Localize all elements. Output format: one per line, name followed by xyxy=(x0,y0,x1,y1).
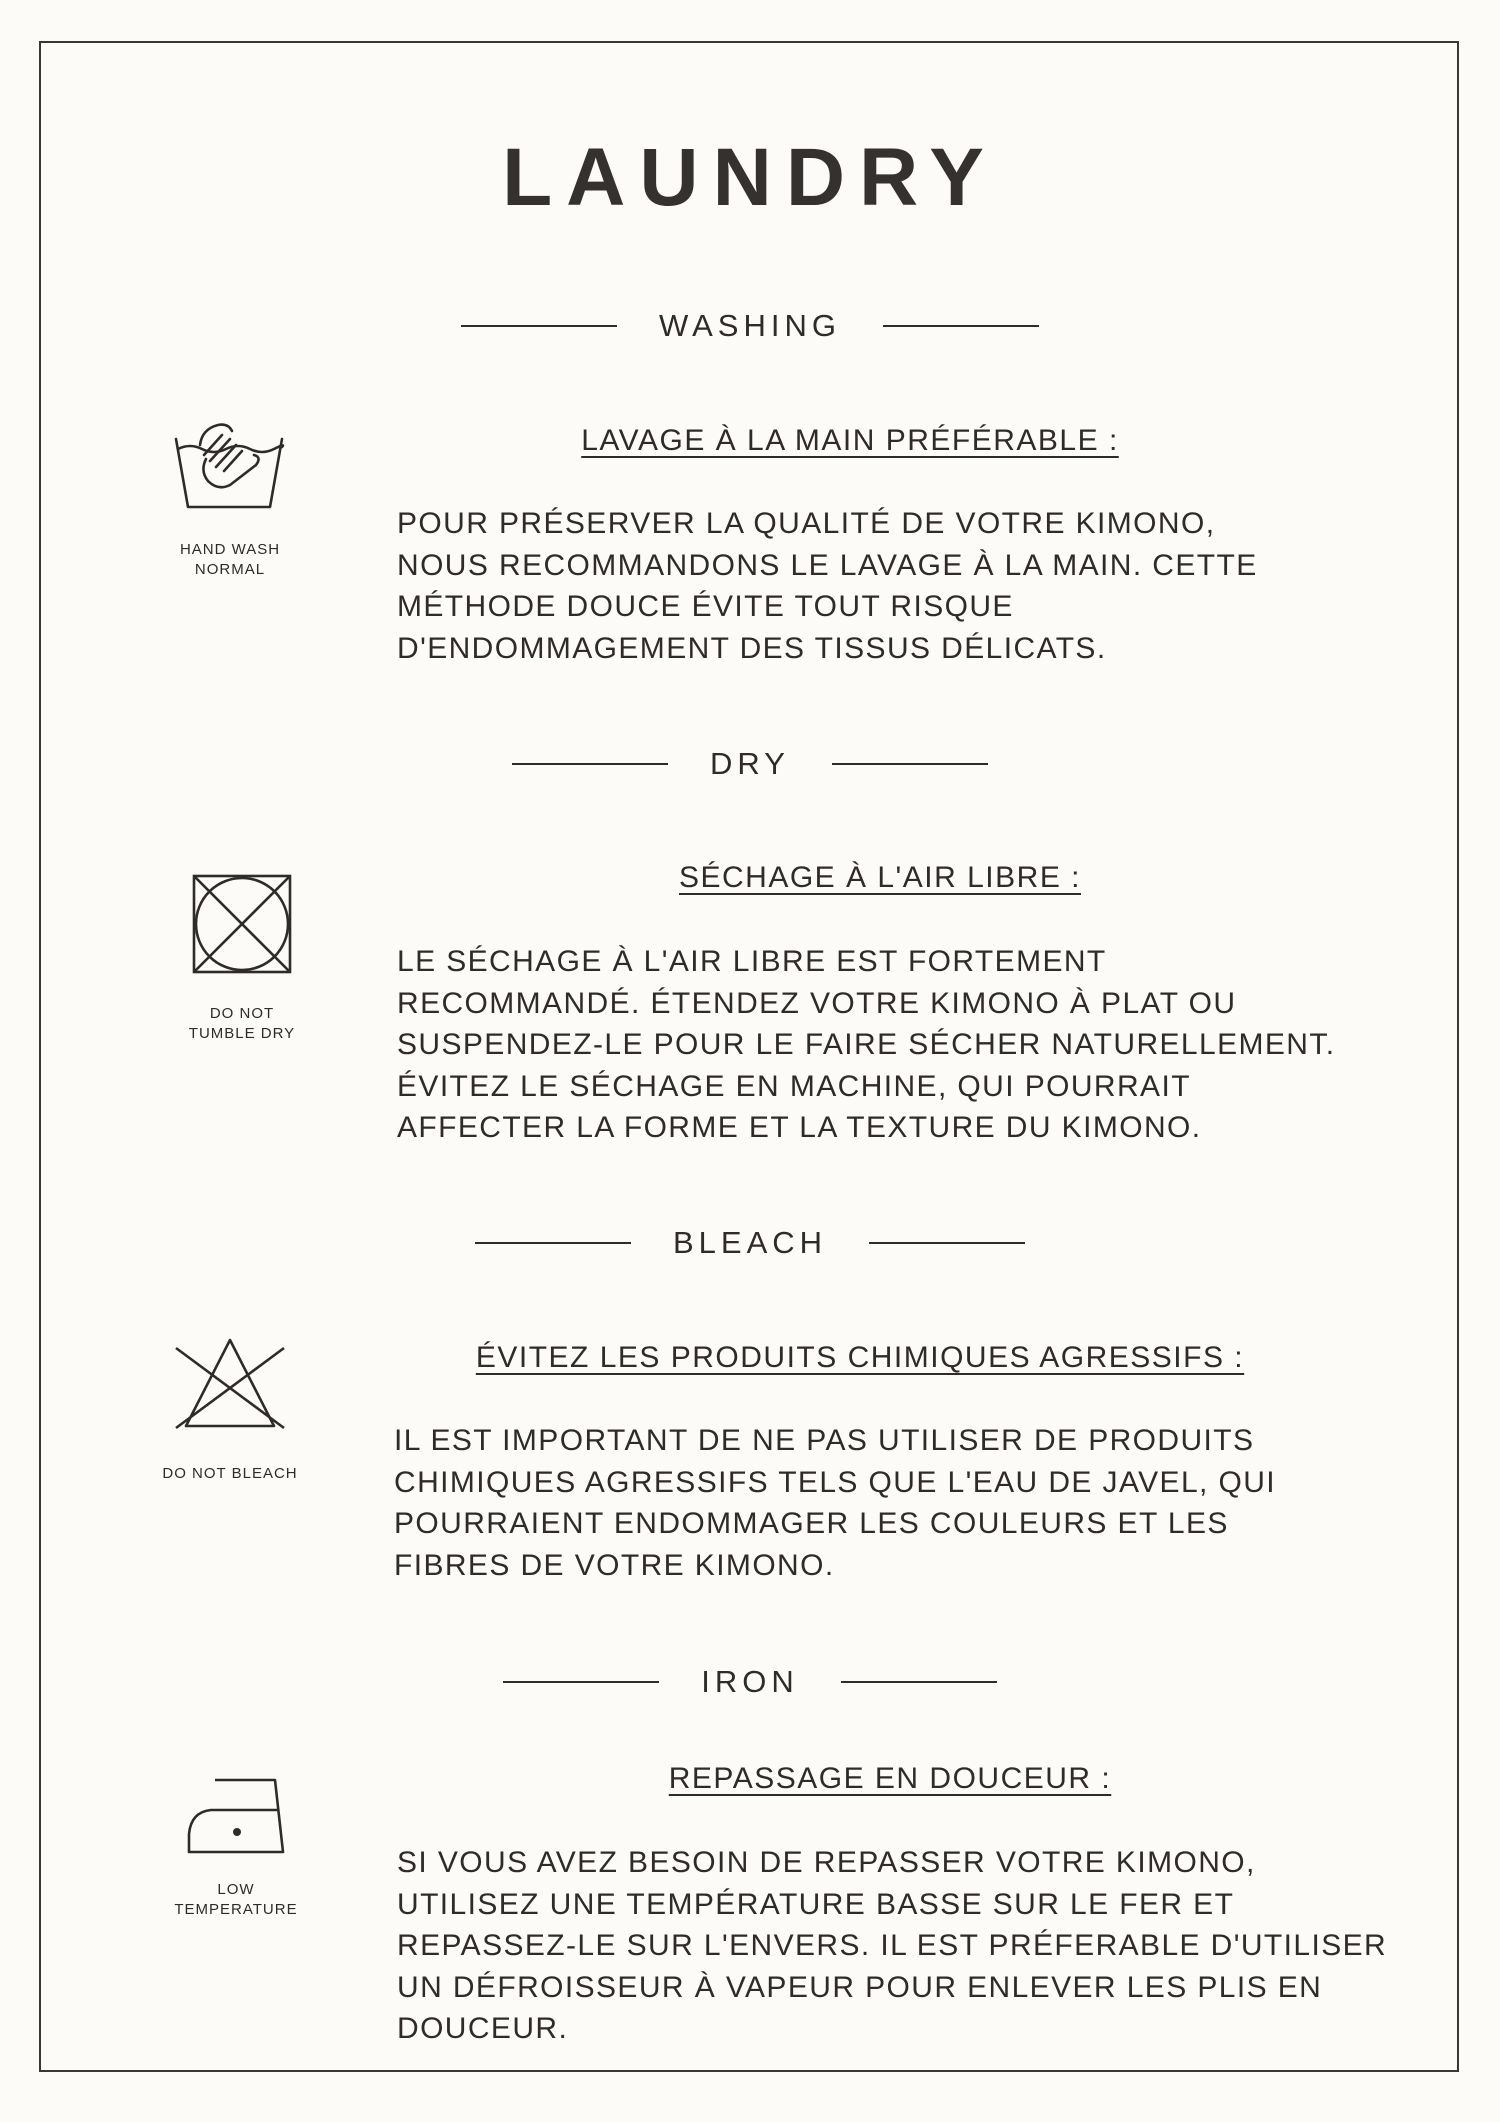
icon-caption-iron: LOW TEMPERATURE xyxy=(174,1881,298,1918)
divider-left xyxy=(461,325,617,327)
section-heading-dry xyxy=(0,744,1500,784)
body-text-bleach: IL EST IMPORTANT DE NE PAS UTILISER DE PRODUITS CHIMIQUES AGRESSIFS TELS QUE L'EAU DE JAVEL, QUI POURRAIENT ENDOMMAGER LES COULEURS ET LES FIBRES DE VOTRE KIMONO. xyxy=(394,1424,1277,1582)
do-not-tumble-dry-icon xyxy=(192,874,292,974)
divider-right xyxy=(832,763,988,765)
icon-caption-hand-wash: HAND WASH NORMAL xyxy=(179,541,281,578)
subheading-iron: REPASSAGE EN DOUCEUR : xyxy=(668,1762,1112,1795)
do-not-bleach-icon xyxy=(170,1336,290,1432)
subheading-dry: SÉCHAGE À L'AIR LIBRE : xyxy=(678,861,1081,894)
section-heading-bleach xyxy=(0,1223,1500,1263)
body-text-washing: POUR PRÉSERVER LA QUALITÉ DE VOTRE KIMONO, NOUS RECOMMANDONS LE LAVAGE À LA MAIN. CETTE MÉTHODE DOUCE ÉVITE TOUT RISQUE D'ENDOMMAGEMENT DES TISSUS DÉLICATS. xyxy=(397,507,1258,665)
divider-left xyxy=(512,763,668,765)
section-heading-washing xyxy=(0,306,1500,346)
section-label-iron: IRON xyxy=(701,1664,799,1699)
section-label-dry: DRY xyxy=(710,746,790,781)
hand-wash-icon xyxy=(170,415,288,511)
iron-low-temperature-icon xyxy=(185,1776,289,1854)
divider-right xyxy=(841,1681,997,1683)
body-text-dry: LE SÉCHAGE À L'AIR LIBRE EST FORTEMENT RECOMMANDÉ. ÉTENDEZ VOTRE KIMONO À PLAT OU SUSPENDEZ-LE POUR LE FAIRE SÉCHER NATURELLEMENT. ÉVITEZ LE SÉCHAGE EN MACHINE, QUI POURRAIT AFFECTER LA FORME ET LA TEXTURE DU KIMONO. xyxy=(397,945,1336,1144)
section-heading-iron xyxy=(0,1662,1500,1702)
divider-left xyxy=(475,1242,631,1244)
body-text-iron: SI VOUS AVEZ BESOIN DE REPASSER VOTRE KIMONO, UTILISEZ UNE TEMPÉRATURE BASSE SUR LE FER ET REPASSEZ-LE SUR L'ENVERS. IL EST PRÉFERABLE D'UTILISER UN DÉFROISSEUR À VAPEUR POUR ENLEVER LES PLIS EN DOUCEUR. xyxy=(397,1846,1388,2045)
subheading-bleach: ÉVITEZ LES PRODUITS CHIMIQUES AGRESSIFS : xyxy=(475,1341,1245,1374)
divider-right xyxy=(869,1242,1025,1244)
section-label-washing: WASHING xyxy=(659,308,841,343)
divider-right xyxy=(883,325,1039,327)
icon-caption-bleach: DO NOT BLEACH xyxy=(162,1465,298,1482)
subheading-washing: LAVAGE À LA MAIN PRÉFÉRABLE : xyxy=(581,424,1119,457)
section-label-bleach: BLEACH xyxy=(672,1225,828,1260)
divider-left xyxy=(503,1681,659,1683)
page-title: LAUNDRY xyxy=(502,132,998,223)
icon-caption-tumble-dry: DO NOT TUMBLE DRY xyxy=(188,1005,296,1042)
